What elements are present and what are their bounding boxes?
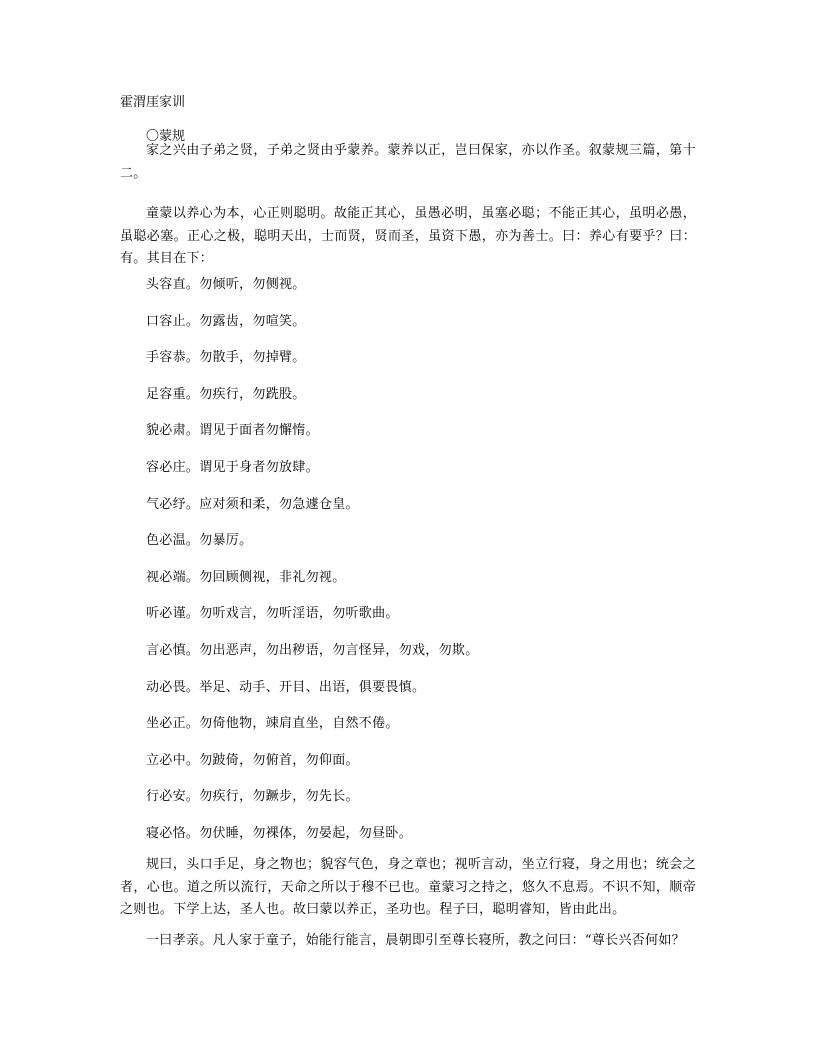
list-item: 寝必恪。勿伏睡，勿裸体，勿晏起，勿昼卧。 bbox=[146, 825, 413, 841]
paragraph-1: 童蒙以养心为本，心正则聪明。故能正其心，虽愚必明，虽塞必聪；不能正其心，虽明必愚，虽聪必塞。正心之极，聪明天出，士而贤，贤而圣，虽资下愚，亦为善士。曰：养心有要乎？曰：有。其目在下： bbox=[120, 206, 696, 266]
list-item: 行必安。勿疾行，勿蹶步，勿先长。 bbox=[146, 789, 359, 805]
list-item: 貌必肃。谓见于面者勿懈惰。 bbox=[146, 423, 319, 439]
document-title: 霍渭厓家训 bbox=[120, 95, 186, 110]
list-item: 动必畏。举足、动手、开目、出语，俱要畏慎。 bbox=[146, 679, 426, 695]
list-item: 视必端。勿回顾侧视，非礼勿视。 bbox=[146, 569, 346, 585]
paragraph-2: 规曰，头口手足，身之物也；貌容气色，身之章也；视听言动，坐立行寝，身之用也；统会之者，心也。道之所以流行，天命之所以于穆不已也。童蒙习之持之，悠久不息焉。不识不知，顺帝之则也。下学上达，圣人也。故曰蒙以养正，圣功也。程子曰，聪明睿知，皆由此出。 bbox=[120, 857, 696, 917]
list-item: 足容重。勿疾行，勿跣股。 bbox=[146, 386, 306, 402]
list-item: 听必谨。勿听戏言，勿听淫语，勿听歌曲。 bbox=[146, 606, 399, 622]
intro-paragraph: 家之兴由子弟之贤，子弟之贤由乎蒙养。蒙养以正，岂曰保家，亦以作圣。叙蒙规三篇，第十二。 bbox=[120, 143, 696, 181]
section-heading: 〇蒙规 bbox=[146, 129, 186, 144]
list-item: 立必中。勿跛倚，勿俯首，勿仰面。 bbox=[146, 752, 359, 768]
list-item: 口容止。勿露齿，勿喧笑。 bbox=[146, 313, 306, 329]
list-item: 手容恭。勿散手，勿掉臂。 bbox=[146, 350, 306, 366]
list-item: 气必纾。应对须和柔，勿急遽仓皇。 bbox=[146, 496, 359, 512]
rule-list bbox=[146, 276, 479, 862]
list-item: 色必温。勿暴厉。 bbox=[146, 533, 253, 549]
list-item: 头容直。勿倾听，勿侧视。 bbox=[146, 277, 306, 292]
list-item: 坐必正。勿倚他物，竦肩直坐，自然不倦。 bbox=[146, 716, 399, 732]
paragraph-3: 一曰孝亲。凡人家于童子，始能行能言，晨朝即引至尊长寝所，教之问曰：“尊长兴否何如？ bbox=[146, 933, 685, 948]
list-item: 容必庄。谓见于身者勿放肆。 bbox=[146, 459, 319, 475]
list-item: 言必慎。勿出恶声，勿出秽语，勿言怪异，勿戏，勿欺。 bbox=[146, 642, 479, 658]
